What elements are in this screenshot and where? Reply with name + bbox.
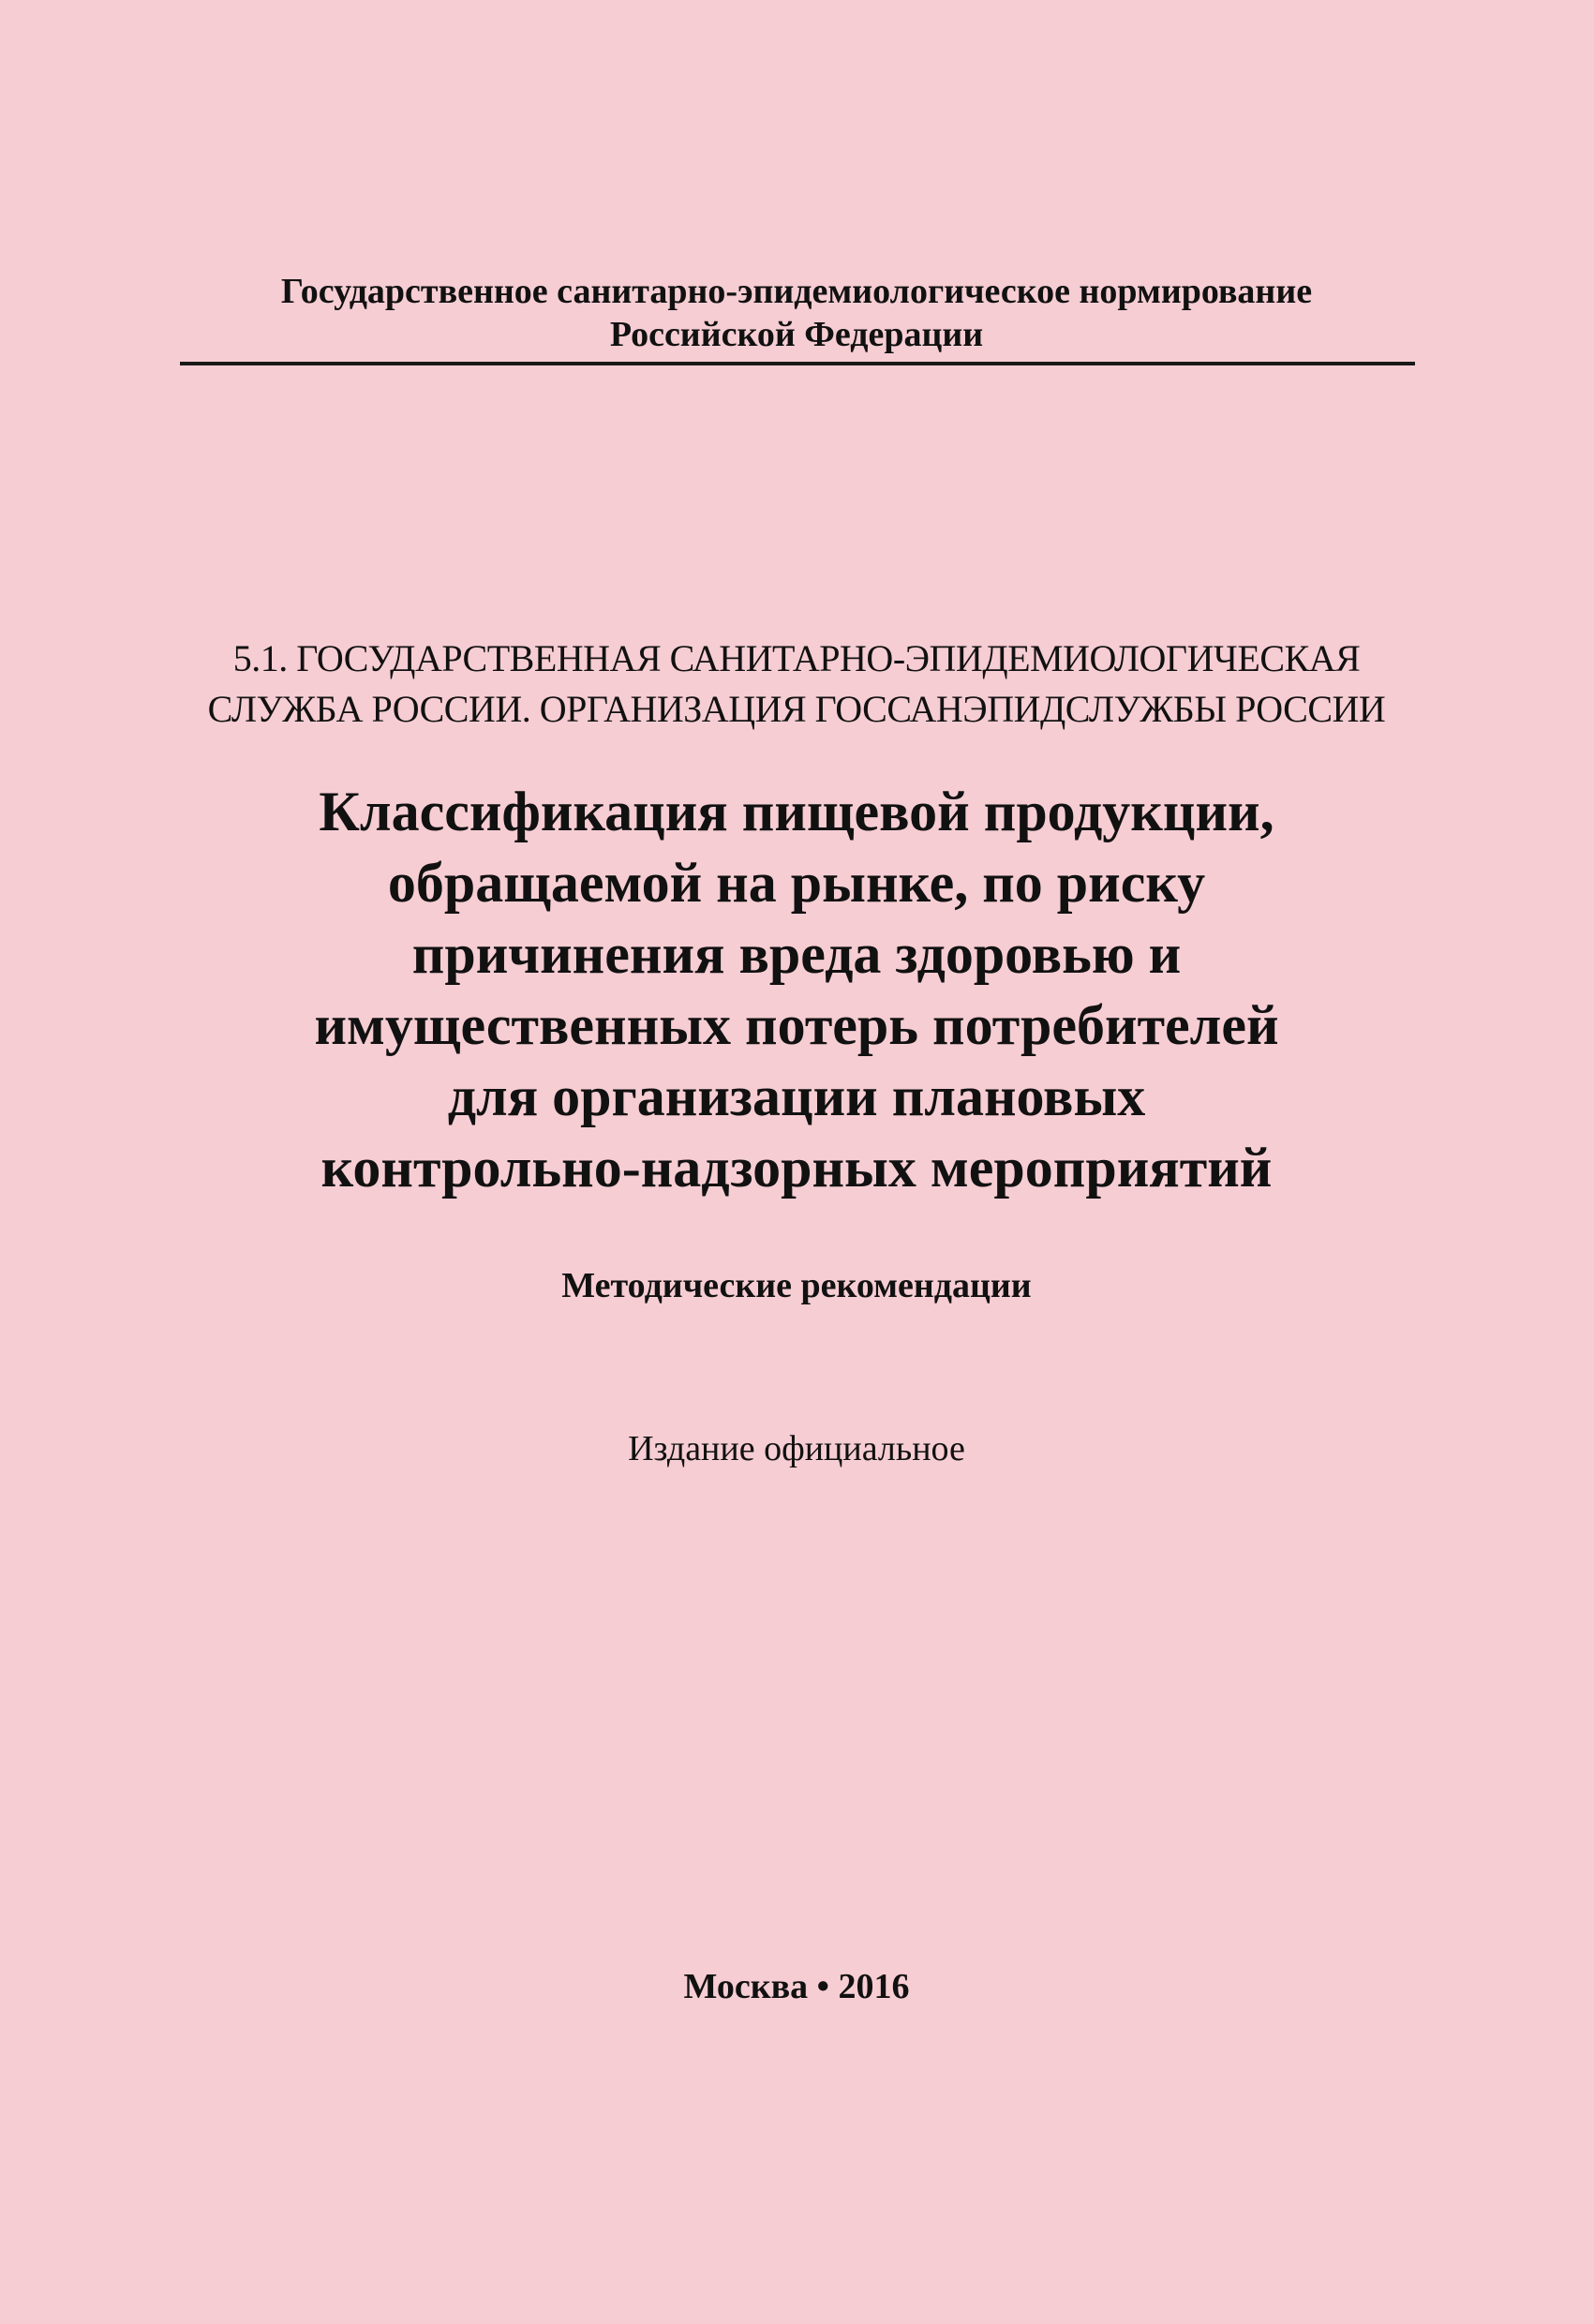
title-line: обращаемой на рынке, по риску bbox=[387, 852, 1206, 914]
title-line: для организации плановых bbox=[447, 1065, 1146, 1127]
imprint-city-year: Москва • 2016 bbox=[683, 1967, 910, 2006]
series-line: СЛУЖБА РОССИИ. ОРГАНИЗАЦИЯ ГОССАНЭПИДСЛУЖБЫ РОССИИ bbox=[207, 688, 1386, 730]
header-divider bbox=[180, 362, 1415, 365]
title-line: причинения вреда здоровью и bbox=[411, 923, 1182, 985]
series-line: 5.1. ГОСУДАРСТВЕННАЯ САНИТАРНО-ЭПИДЕМИОЛОГИЧЕСКАЯ bbox=[232, 637, 1361, 679]
title-line: имущественных потерь потребителей bbox=[314, 994, 1279, 1056]
header-line: Государственное санитарно-эпидемиологическое нормирование bbox=[280, 272, 1313, 311]
edition-label: Издание официальное bbox=[628, 1429, 965, 1468]
title-line: Классификация пищевой продукции, bbox=[319, 781, 1274, 842]
document-subtitle: Методические рекомендации bbox=[561, 1266, 1032, 1305]
document-title bbox=[141, 776, 1452, 1203]
title-line: контрольно-надзорных мероприятий bbox=[320, 1137, 1273, 1199]
publisher-header bbox=[178, 270, 1415, 356]
header-line: Российской Федерации bbox=[609, 315, 984, 354]
series-heading bbox=[141, 633, 1452, 735]
